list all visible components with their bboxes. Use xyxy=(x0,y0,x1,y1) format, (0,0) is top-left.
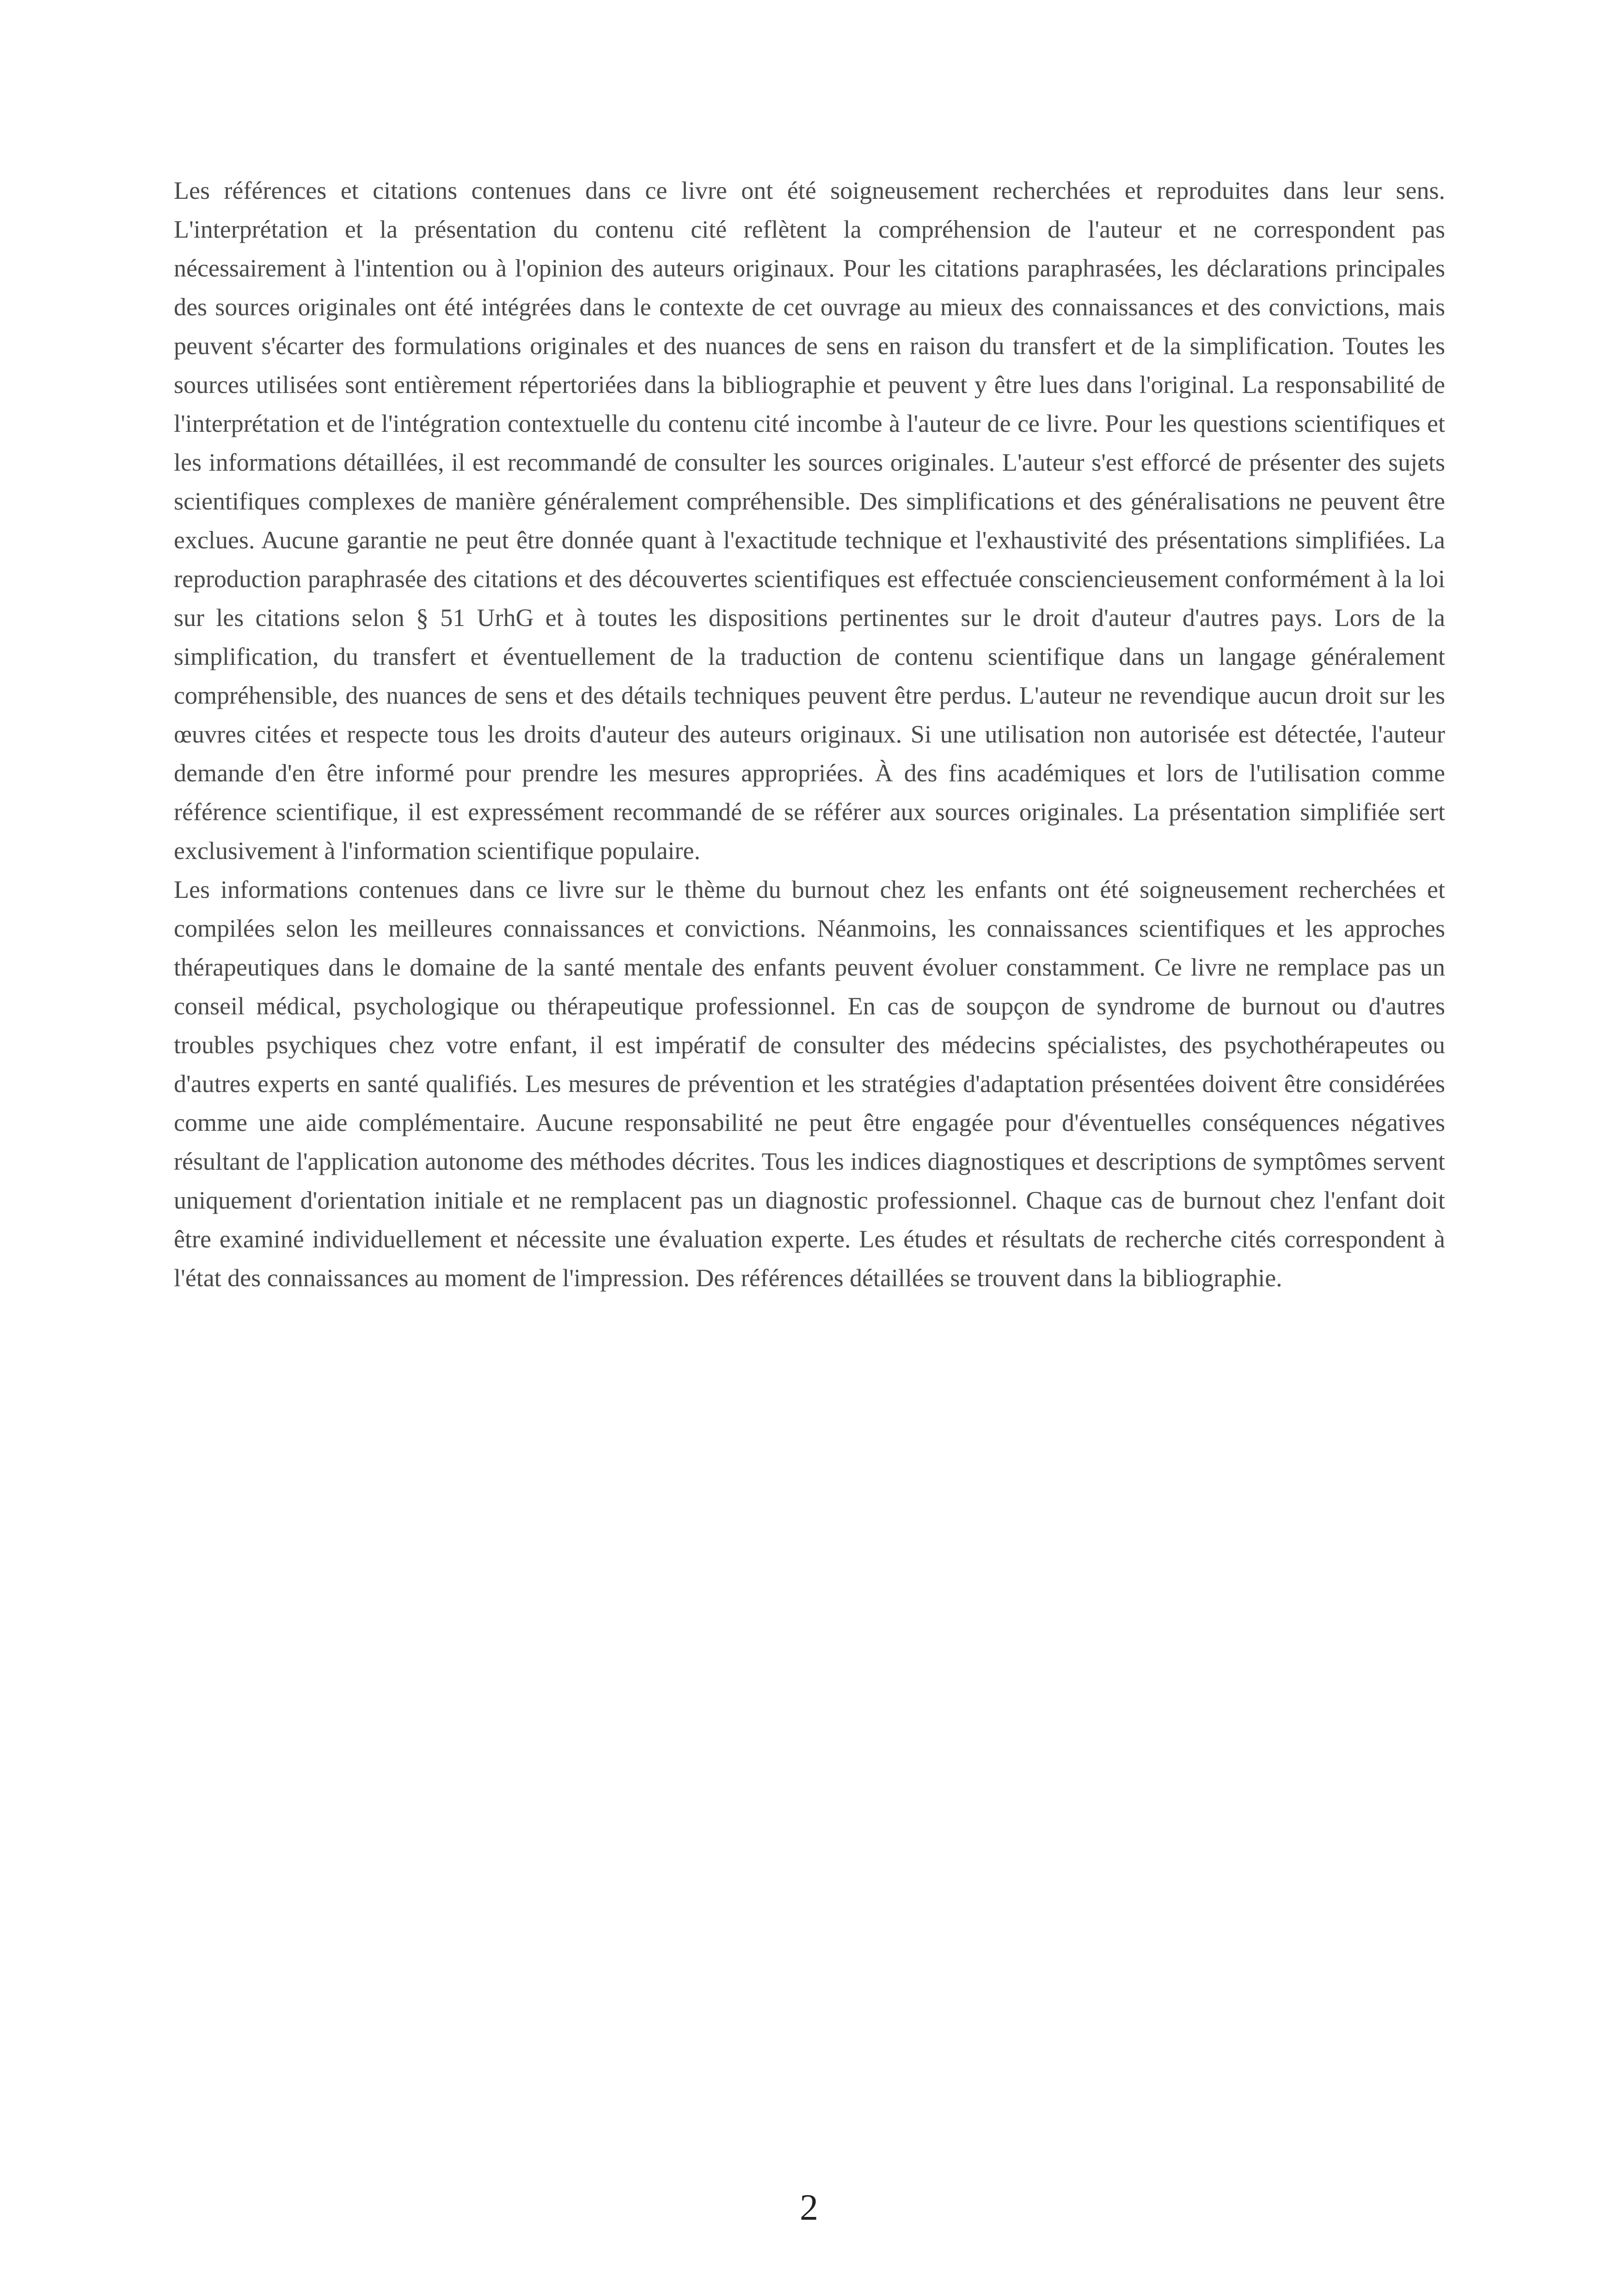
page-number: 2 xyxy=(800,2187,818,2228)
paragraph-medical-disclaimer: Les informations contenues dans ce livre sur le thème du burnout chez les enfants ont été soigneusement recherchées et compilées selon les meilleures connaissances et convictions. Néanmoins, les connaissances scientifiques et les approches thérapeutiques dans le domaine de la santé mentale des enfants peuvent évoluer constamment. Ce livre ne remplace pas un conseil médical, psychologique ou thérapeutique professionnel. En cas de soupçon de syndrome de burnout ou d'autres troubles psychiques chez votre enfant, il est impératif de consulter des médecins spécialistes, des psychothérapeutes ou d'autres experts en santé qualifiés. Les mesures de prévention et les stratégies d'adaptation présentées doivent être considérées comme une aide complémentaire. Aucune responsabilité ne peut être engagée pour d'éventuelles conséquences négatives résultant de l'application autonome des méthodes décrites. Tous les indices diagnostiques et descriptions de symptômes servent uniquement d'orientation initiale et ne remplacent pas un diagnostic professionnel. Chaque cas de burnout chez l'enfant doit être examiné individuellement et nécessite une évaluation experte. Les études et résultats de recherche cités correspondent à l'état des connaissances au moment de l'impression. Des références détaillées se trouvent dans la bibliographie. xyxy=(174,876,1445,1292)
paragraph-citations-disclaimer: Les références et citations contenues dans ce livre ont été soigneusement recherchées et reproduites dans leur sens. L'interprétation et la présentation du contenu cité reflètent la compréhension de l'auteur et ne correspondent pas nécessairement à l'intention ou à l'opinion des auteurs originaux. Pour les citations paraphrasées, les déclarations principales des sources originales ont été intégrées dans le contexte de cet ouvrage au mieux des connaissances et des convictions, mais peuvent s'écarter des formulations originales et des nuances de sens en raison du transfert et de la simplification. Toutes les sources utilisées sont entièrement répertoriées dans la bibliographie et peuvent y être lues dans l'original. La responsabilité de l'interprétation et de l'intégration contextuelle du contenu cité incombe à l'auteur de ce livre. Pour les questions scientifiques et les informations détaillées, il est recommandé de consulter les sources originales. L'auteur s'est efforcé de présenter des sujets scientifiques complexes de manière généralement compréhensible. Des simplifications et des généralisations ne peuvent être exclues. Aucune garantie ne peut être donnée quant à l'exactitude technique et l'exhaustivité des présentations simplifiées. La reproduction paraphrasée des citations et des découvertes scientifiques est effectuée consciencieusement conformément à la loi sur les citations selon § 51 UrhG et à toutes les dispositions pertinentes sur le droit d'auteur d'autres pays. Lors de la simplification, du transfert et éventuellement de la traduction de contenu scientifique dans un langage généralement compréhensible, des nuances de sens et des détails techniques peuvent être perdus. L'auteur ne revendique aucun droit sur les œuvres citées et respecte tous les droits d'auteur des auteurs originaux. Si une utilisation non autorisée est détectée, l'auteur demande d'en être informé pour prendre les mesures appropriées. À des fins académiques et lors de l'utilisation comme référence scientifique, il est expressément recommandé de se référer aux sources originales. La présentation simplifiée sert exclusivement à l'information scientifique populaire. xyxy=(174,177,1445,865)
body-text xyxy=(174,171,1445,1297)
